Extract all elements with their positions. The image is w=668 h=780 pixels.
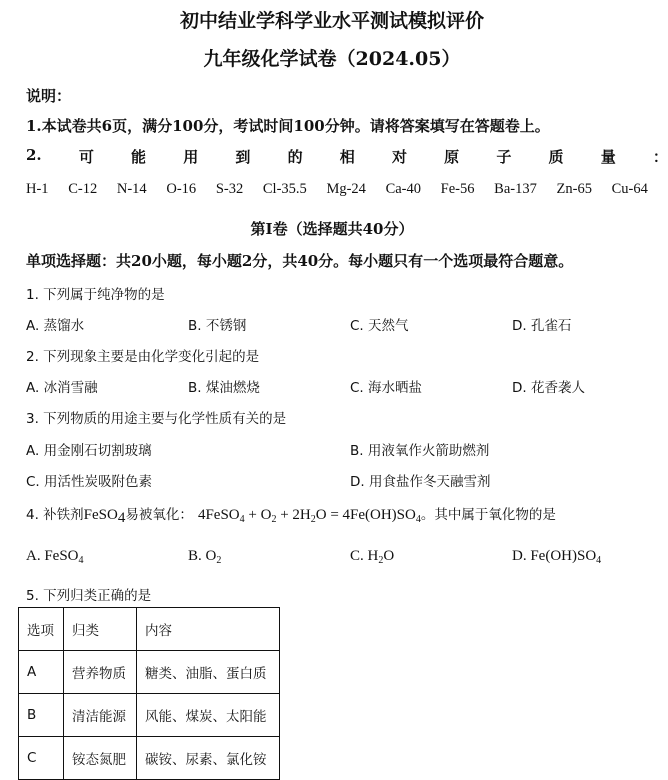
atomic-mass: H-1 bbox=[26, 181, 49, 197]
question-3-option-a: A. 用金刚石切割玻璃 bbox=[26, 443, 152, 459]
question-3-option-d: D. 用食盐作冬天融雪剂 bbox=[350, 474, 491, 490]
question-1-option-b: B. 不锈钢 bbox=[188, 318, 247, 334]
table-cell: 清洁能源 bbox=[64, 694, 137, 737]
question-1-option-a: A. 蒸馏水 bbox=[26, 318, 85, 334]
table-cell: A bbox=[19, 651, 64, 694]
table-cell: C bbox=[19, 737, 64, 780]
notes-word: ： bbox=[652, 148, 668, 166]
atomic-mass: Ba-137 bbox=[494, 181, 537, 197]
atomic-mass: Zn-65 bbox=[556, 181, 592, 197]
table-row bbox=[19, 694, 280, 737]
notes-word: 到 bbox=[235, 148, 251, 166]
table-cell: 糖类、油脂、蛋白质 bbox=[137, 651, 280, 694]
question-2-stem: 2. 下列现象主要是由化学变化引起的是 bbox=[26, 349, 260, 365]
notes-word: 可 bbox=[78, 148, 94, 166]
table-header-cell: 归类 bbox=[64, 608, 137, 651]
table-row bbox=[19, 651, 280, 694]
notes-word: 的 bbox=[287, 148, 303, 166]
notes-word: 能 bbox=[131, 148, 147, 166]
question-1-stem: 1. 下列属于纯净物的是 bbox=[26, 287, 165, 303]
notes-line-2 bbox=[26, 146, 668, 167]
atomic-mass: Mg-24 bbox=[326, 181, 366, 197]
question-1-option-d: D. 孔雀石 bbox=[512, 318, 572, 334]
question-2-option-a: A. 冰消雪融 bbox=[26, 380, 98, 396]
atomic-mass-list bbox=[26, 181, 648, 198]
question-4-option-a: A. FeSO$_4$ bbox=[26, 548, 84, 566]
question-2-option-c: C. 海水晒盐 bbox=[350, 380, 423, 396]
formula-subscript: 4 bbox=[117, 510, 126, 526]
table-cell: B bbox=[19, 694, 64, 737]
table-header-row bbox=[19, 608, 280, 651]
question-5-stem: 5. 下列归类正确的是 bbox=[26, 588, 152, 604]
table-cell: 铵态氮肥 bbox=[64, 737, 137, 780]
table-cell: 营养物质 bbox=[64, 651, 137, 694]
atomic-mass: O-16 bbox=[166, 181, 197, 197]
notes-word: 2. bbox=[26, 146, 42, 164]
table-row bbox=[19, 737, 280, 780]
question-3-option-b: B. 用液氧作火箭助燃剂 bbox=[350, 443, 490, 459]
notes-label: 说明： bbox=[26, 87, 72, 105]
notes-word: 用 bbox=[183, 148, 199, 166]
notes-word: 对 bbox=[391, 148, 407, 166]
question-4-stem-formula: FeSO bbox=[83, 507, 118, 523]
notes-word: 相 bbox=[339, 148, 355, 166]
question-4-stem-middle: 易被氧化： bbox=[125, 507, 193, 523]
table-cell: 碳铵、尿素、氯化铵 bbox=[137, 737, 280, 780]
question-3-stem: 3. 下列物质的用途主要与化学性质有关的是 bbox=[26, 411, 287, 427]
table-header-cell: 选项 bbox=[19, 608, 64, 651]
question-4-option-c: C. $H_2O$ bbox=[350, 548, 395, 566]
atomic-mass: Fe-56 bbox=[440, 181, 475, 197]
atomic-mass: Ca-40 bbox=[385, 181, 422, 197]
question-4-stem-prefix: 4. 补铁剂 bbox=[26, 507, 84, 523]
notes-word: 质 bbox=[548, 148, 564, 166]
notes-word: 子 bbox=[496, 148, 512, 166]
atomic-mass: C-12 bbox=[68, 181, 98, 197]
atomic-mass: Cl-35.5 bbox=[262, 181, 307, 197]
question-1-option-c: C. 天然气 bbox=[350, 318, 409, 334]
section-title: 第Ⅰ卷（选择题共40分） bbox=[250, 220, 414, 238]
table-cell: 风能、煤炭、太阳能 bbox=[137, 694, 280, 737]
section-instruction: 单项选择题：共20小题，每小题2分，共40分。每小题只有一个选项最符合题意。 bbox=[26, 252, 574, 270]
exam-title: 初中结业学科学业水平测试模拟评价 bbox=[179, 10, 484, 32]
question-2-option-b: B. 煤油燃烧 bbox=[188, 380, 260, 396]
question-4-stem-suffix: 。其中属于氧化物的是 bbox=[420, 507, 556, 523]
question-2-option-d: D. 花香袭人 bbox=[512, 380, 585, 396]
table-header-cell: 内容 bbox=[137, 608, 280, 651]
notes-line-1: 1.本试卷共6页，满分100分，考试时间100分钟。请将答案填写在答题卷上。 bbox=[26, 117, 550, 135]
classification-table bbox=[18, 607, 280, 780]
question-4-stem bbox=[26, 503, 556, 527]
question-4-option-b: B. $O_2$ bbox=[188, 548, 222, 566]
question-4-option-d: D. $Fe(OH)SO_4$ bbox=[512, 548, 602, 566]
question-4-equation: 4FeSO$_4$ + $O_2 + 2H_2O = 4Fe(OH)SO_4$ bbox=[197, 507, 421, 525]
exam-subtitle: 九年级化学试卷（2024.05） bbox=[203, 48, 461, 70]
question-3-option-c: C. 用活性炭吸附色素 bbox=[26, 474, 153, 490]
atomic-mass: Cu-64 bbox=[611, 181, 648, 197]
atomic-mass: N-14 bbox=[116, 181, 147, 197]
notes-word: 量 bbox=[600, 148, 616, 166]
notes-word: 原 bbox=[444, 148, 460, 166]
atomic-mass: S-32 bbox=[215, 181, 244, 197]
